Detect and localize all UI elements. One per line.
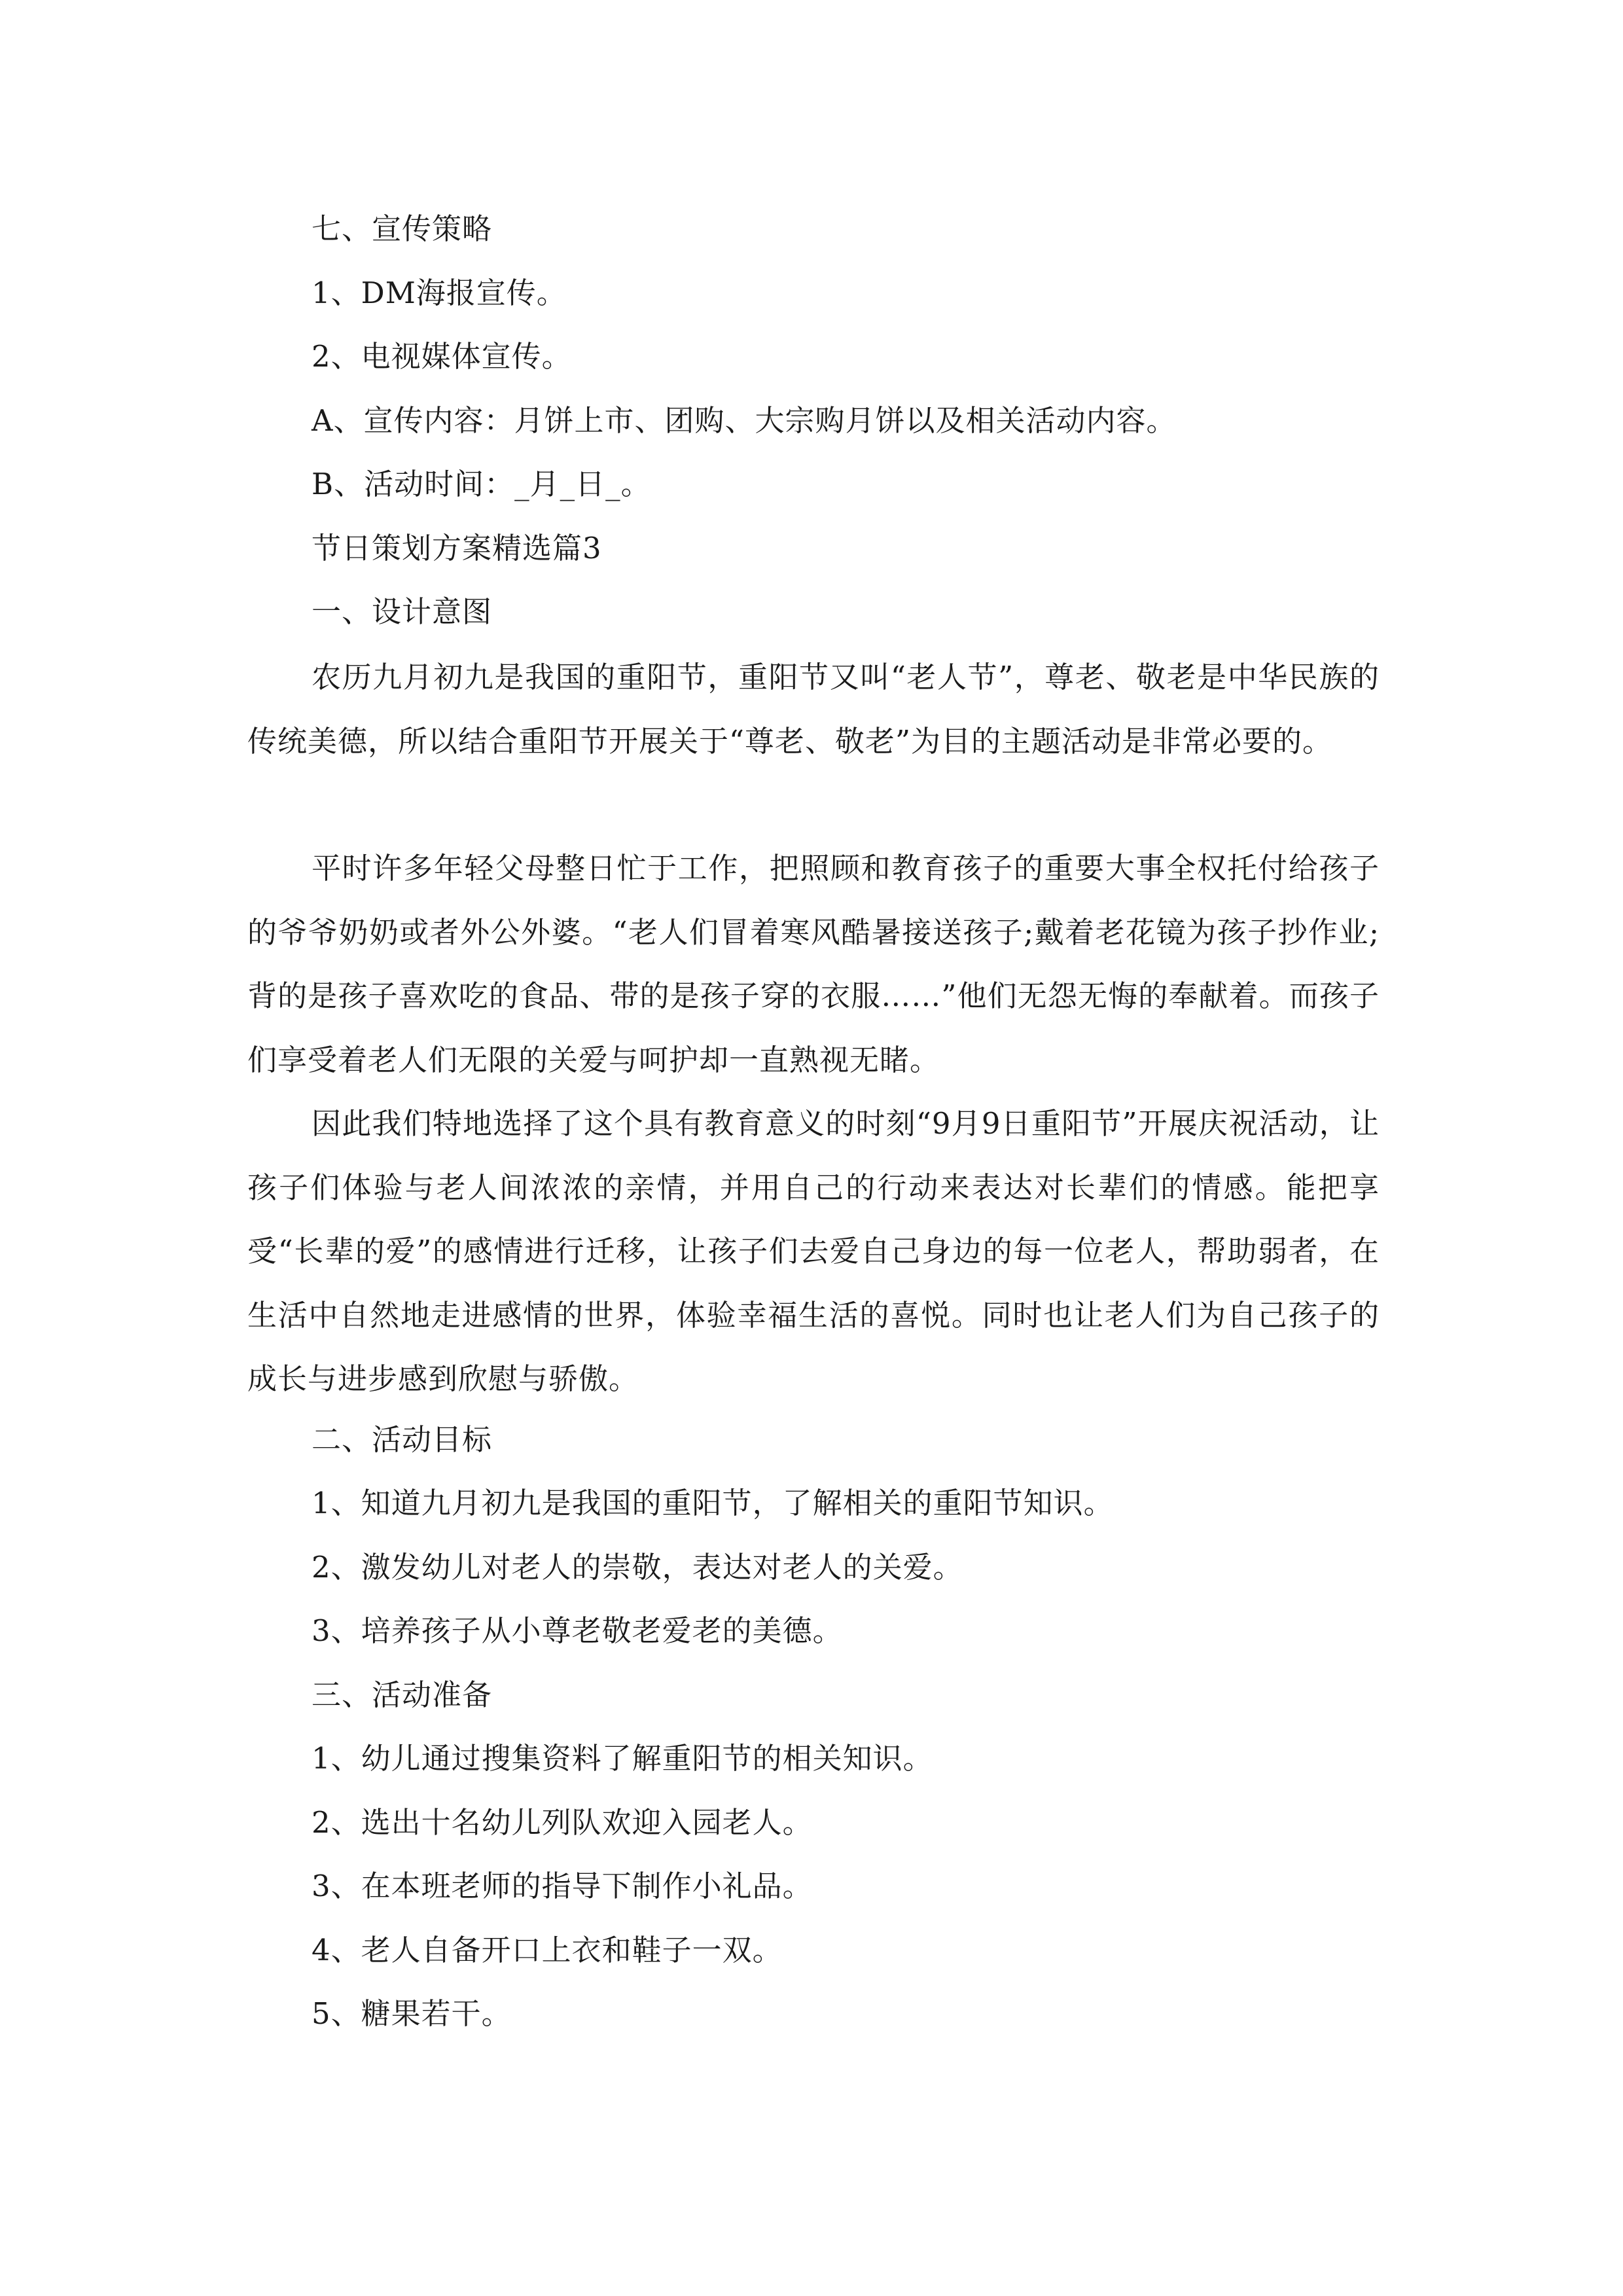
list-item: 3、在本班老师的指导下制作小礼品。 [312,1869,813,1903]
list-item: 2、电视媒体宣传。 [312,339,572,374]
list-item: 5、糖果若干。 [312,1996,512,2031]
list-item: A、宣传内容：月饼上市、团购、大宗购月饼以及相关活动内容。 [312,403,1177,438]
list-item: B、活动时间：_月_日_。 [312,467,651,501]
list-item: 1、知道九月初九是我国的重阳节，了解相关的重阳节知识。 [312,1486,1114,1520]
list-item: 1、DM海报宣传。 [312,276,567,310]
section-heading-activity-goals: 二、活动目标 [312,1422,493,1457]
section-heading-publicity-strategy: 七、宣传策略 [312,211,493,246]
body-paragraph: 平时许多年轻父母整日忙于工作，把照顾和教育孩子的重要大事全权托付给孩子的爷爷奶奶或者外公外婆。“老人们冒着寒风酷暑接送孩子;戴着老花镜为孩子抄作业;背的是孩子喜欢吃的食品、带的是孩子穿的衣服……”他们无怨无悔的奉献着。而孩子们享受着老人们无限的关爱与呵护却一直熟视无睹。 [247,851,1380,1077]
body-paragraph: 农历九月初九是我国的重阳节，重阳节又叫“老人节”，尊老、敬老是中华民族的传统美德，所以结合重阳节开展关于“尊老、敬老”为目的主题活动是非常必要的。 [247,660,1380,759]
list-item: 3、培养孩子从小尊老敬老爱老的美德。 [312,1613,843,1648]
list-item: 2、选出十名幼儿列队欢迎入园老人。 [312,1805,813,1840]
list-item: 1、幼儿通过搜集资料了解重阳节的相关知识。 [312,1741,933,1776]
section-heading-activity-preparation: 三、活动准备 [312,1677,493,1712]
article-title: 节日策划方案精选篇3 [312,531,602,565]
body-paragraph: 因此我们特地选择了这个具有教育意义的时刻“9月9日重阳节”开展庆祝活动，让孩子们体验与老人间浓浓的亲情，并用自己的行动来表达对长辈们的情感。能把享受“长辈的爱”的感情进行迁移，让孩子们去爱自己身边的每一位老人，帮助弱者，在生活中自然地走进感情的世界，体验幸福生活的喜悦。同时也让老人们为自己孩子的成长与进步感到欣慰与骄傲。 [247,1106,1380,1396]
section-heading-design-intent: 一、设计意图 [312,594,493,629]
list-item: 2、激发幼儿对老人的崇敬，表达对老人的关爱。 [312,1550,963,1585]
list-item: 4、老人自备开口上衣和鞋子一双。 [312,1933,783,1967]
